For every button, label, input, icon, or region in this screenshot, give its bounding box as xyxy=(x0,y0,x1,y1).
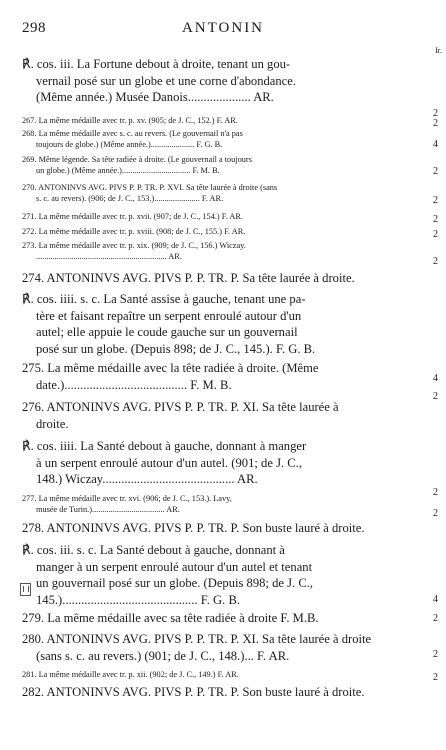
catalog-entry xyxy=(22,610,412,627)
entry-line: ℟. cos. iii. La Fortune debout à droite, tenant un gou- xyxy=(22,57,291,71)
catalog-entry xyxy=(22,56,412,106)
entry-line: 282. ANTONINVS AVG. PIVS P. P. TR. P. Son buste lauré à droite. xyxy=(22,685,365,699)
rarity-index: 2 xyxy=(433,672,438,683)
entry-line: 267. La même médaille avec tr. p. xv. (905; de J. C., 152.) F. AR. xyxy=(22,116,238,125)
entry-line: 276. ANTONINVS AVG. PIVS P. P. TR. P. XI. Sa tête laurée à xyxy=(22,400,339,414)
entry-line: 281. La même médaille avec tr. p. xii. (902; de J. C., 149.) F. AR. xyxy=(22,670,239,679)
entry-line: à un serpent enroulé autour d'un autel. (901; de J. C., xyxy=(36,455,302,470)
entry-line: 280. ANTONINVS AVG. PIVS P. P. TR. P. XI. Sa tête laurée à droite xyxy=(22,632,372,646)
entry-line: 270. ANTONINVS AVG. PIVS P. P. TR. P. XVI. Sa tête laurée à droite (sans xyxy=(22,183,278,192)
entry-line: un globe.) (Même année.)................................. F. M. B. xyxy=(36,165,220,175)
catalog-entry xyxy=(22,270,412,287)
catalog-entry xyxy=(22,129,412,150)
catalog-entry xyxy=(22,360,412,393)
catalog-entry xyxy=(22,241,412,262)
entry-line: 272. La même médaille avec tr. p. xviii. (908; de J. C., 155.) F. AR. xyxy=(22,227,246,236)
entry-line: 278. ANTONINVS AVG. PIVS P. P. TR. P. Son buste lauré à droite. xyxy=(22,521,365,535)
entry-line: 273. La même médaille avec tr. p. xix. (909; de J. C., 156.) Wiczay. xyxy=(22,241,246,250)
catalog-entry xyxy=(22,542,412,608)
entry-line: 271. La même médaille avec tr. p. xvii. (907; de J. C., 154.) F. AR. xyxy=(22,212,244,221)
catalog-entry xyxy=(22,291,412,357)
catalog-entry xyxy=(22,520,412,537)
entry-line: tère et faisant repaître un serpent enroulé autour d'un xyxy=(36,308,302,323)
rarity-index: 4 xyxy=(433,139,438,150)
entry-line: (sans s. c. au revers.) (901; de J. C., 148.)... F. AR. xyxy=(36,648,290,663)
entry-line: vernail posé sur un globe et une corne d'abondance. xyxy=(36,73,296,88)
rarity-index: 2 xyxy=(433,256,438,267)
rarity-index: 2 xyxy=(433,508,438,519)
entry-line: ℟. cos. iiii. s. c. La Santé assise à gauche, tenant une pa- xyxy=(22,292,306,306)
catalog-entry xyxy=(22,155,412,176)
rarity-index: 2 xyxy=(433,391,438,402)
catalog-entry xyxy=(22,670,412,681)
entry-line: 145.)........................................... F. G. B. xyxy=(36,592,240,607)
entry-line: musée de Turin.)................................... AR. xyxy=(36,504,180,514)
page-title: ANTONIN xyxy=(181,20,265,36)
catalog-entry xyxy=(22,116,412,127)
entry-line: 148.) Wiczay.......................................... AR. xyxy=(36,472,258,487)
entry-line: ℟. cos. iiii. La Santé debout à gauche, donnant à manger xyxy=(22,439,307,453)
entry-line: 279. La même médaille avec sa tête radiée à droite F. M.B. xyxy=(22,611,319,625)
catalog-entry xyxy=(22,212,412,223)
entry-line: 277. La même médaille avec tr. xvi. (906; de J. C., 153.). Lavy, xyxy=(22,494,232,503)
catalog-entry xyxy=(22,227,412,238)
rarity-index: 2 xyxy=(433,214,438,225)
rarity-index: 2 xyxy=(433,229,438,240)
rarity-index: 4 xyxy=(433,373,438,384)
entry-line: ............................................................... AR. xyxy=(36,251,182,261)
entry-line: s. c. au revers). (906; de J. C., 153.)...................... F. AR. xyxy=(36,193,224,203)
rarity-index: 2 xyxy=(433,487,438,498)
entry-line: 268. La même médaille avec s. c. au revers. (Le gouvernail n'a pas xyxy=(22,129,243,138)
rarity-index: 2 xyxy=(433,195,438,206)
catalog-entry xyxy=(22,183,412,204)
entry-line: 274. ANTONINVS AVG. PIVS P. P. TR. P. Sa tête laurée à droite. xyxy=(22,271,355,285)
catalog-entry xyxy=(22,438,412,488)
catalog-entry xyxy=(22,399,412,432)
entry-line: posé sur un globe. (Depuis 898; de J. C., 145.). F. G. B. xyxy=(36,341,316,356)
rarity-index: 2 xyxy=(433,166,438,177)
rarity-index: 2 xyxy=(433,108,438,119)
catalog-entry xyxy=(22,631,412,664)
rarity-index: 2 xyxy=(433,118,438,129)
entry-line: manger à un serpent enroulé autour d'un autel et tenant xyxy=(36,559,313,574)
corner-mark: Ir. xyxy=(435,46,442,55)
catalog-entry xyxy=(22,684,412,701)
entry-line: ℟. cos. iii. s. c. La Santé debout à gauche, donnant à xyxy=(22,543,285,557)
rarity-index: 4 xyxy=(433,594,438,605)
rarity-index: 2 xyxy=(433,649,438,660)
entry-line: 275. La même médaille avec la tête radiée à droite. (Même xyxy=(22,361,319,375)
entry-line: autel; elle appuie le coude gauche sur un gouvernail xyxy=(36,325,298,340)
catalog-entry xyxy=(22,494,412,515)
page-number: 298 xyxy=(22,20,46,36)
entry-line: 269. Même légende. Sa tête radiée à droite. (Le gouvernail a toujours xyxy=(22,155,252,164)
entry-line: toujours de globe.) (Même année.)..................... F. G. B. xyxy=(36,139,223,149)
entry-line: date.)....................................... F. M. B. xyxy=(36,377,232,392)
entry-line: droite. xyxy=(36,416,69,431)
entry-line: (Même année.) Musée Danois.................... AR. xyxy=(36,90,274,105)
entry-line: un gouvernail posé sur un globe. (Depuis 898; de J. C., xyxy=(36,576,314,591)
rarity-index: 2 xyxy=(433,613,438,624)
